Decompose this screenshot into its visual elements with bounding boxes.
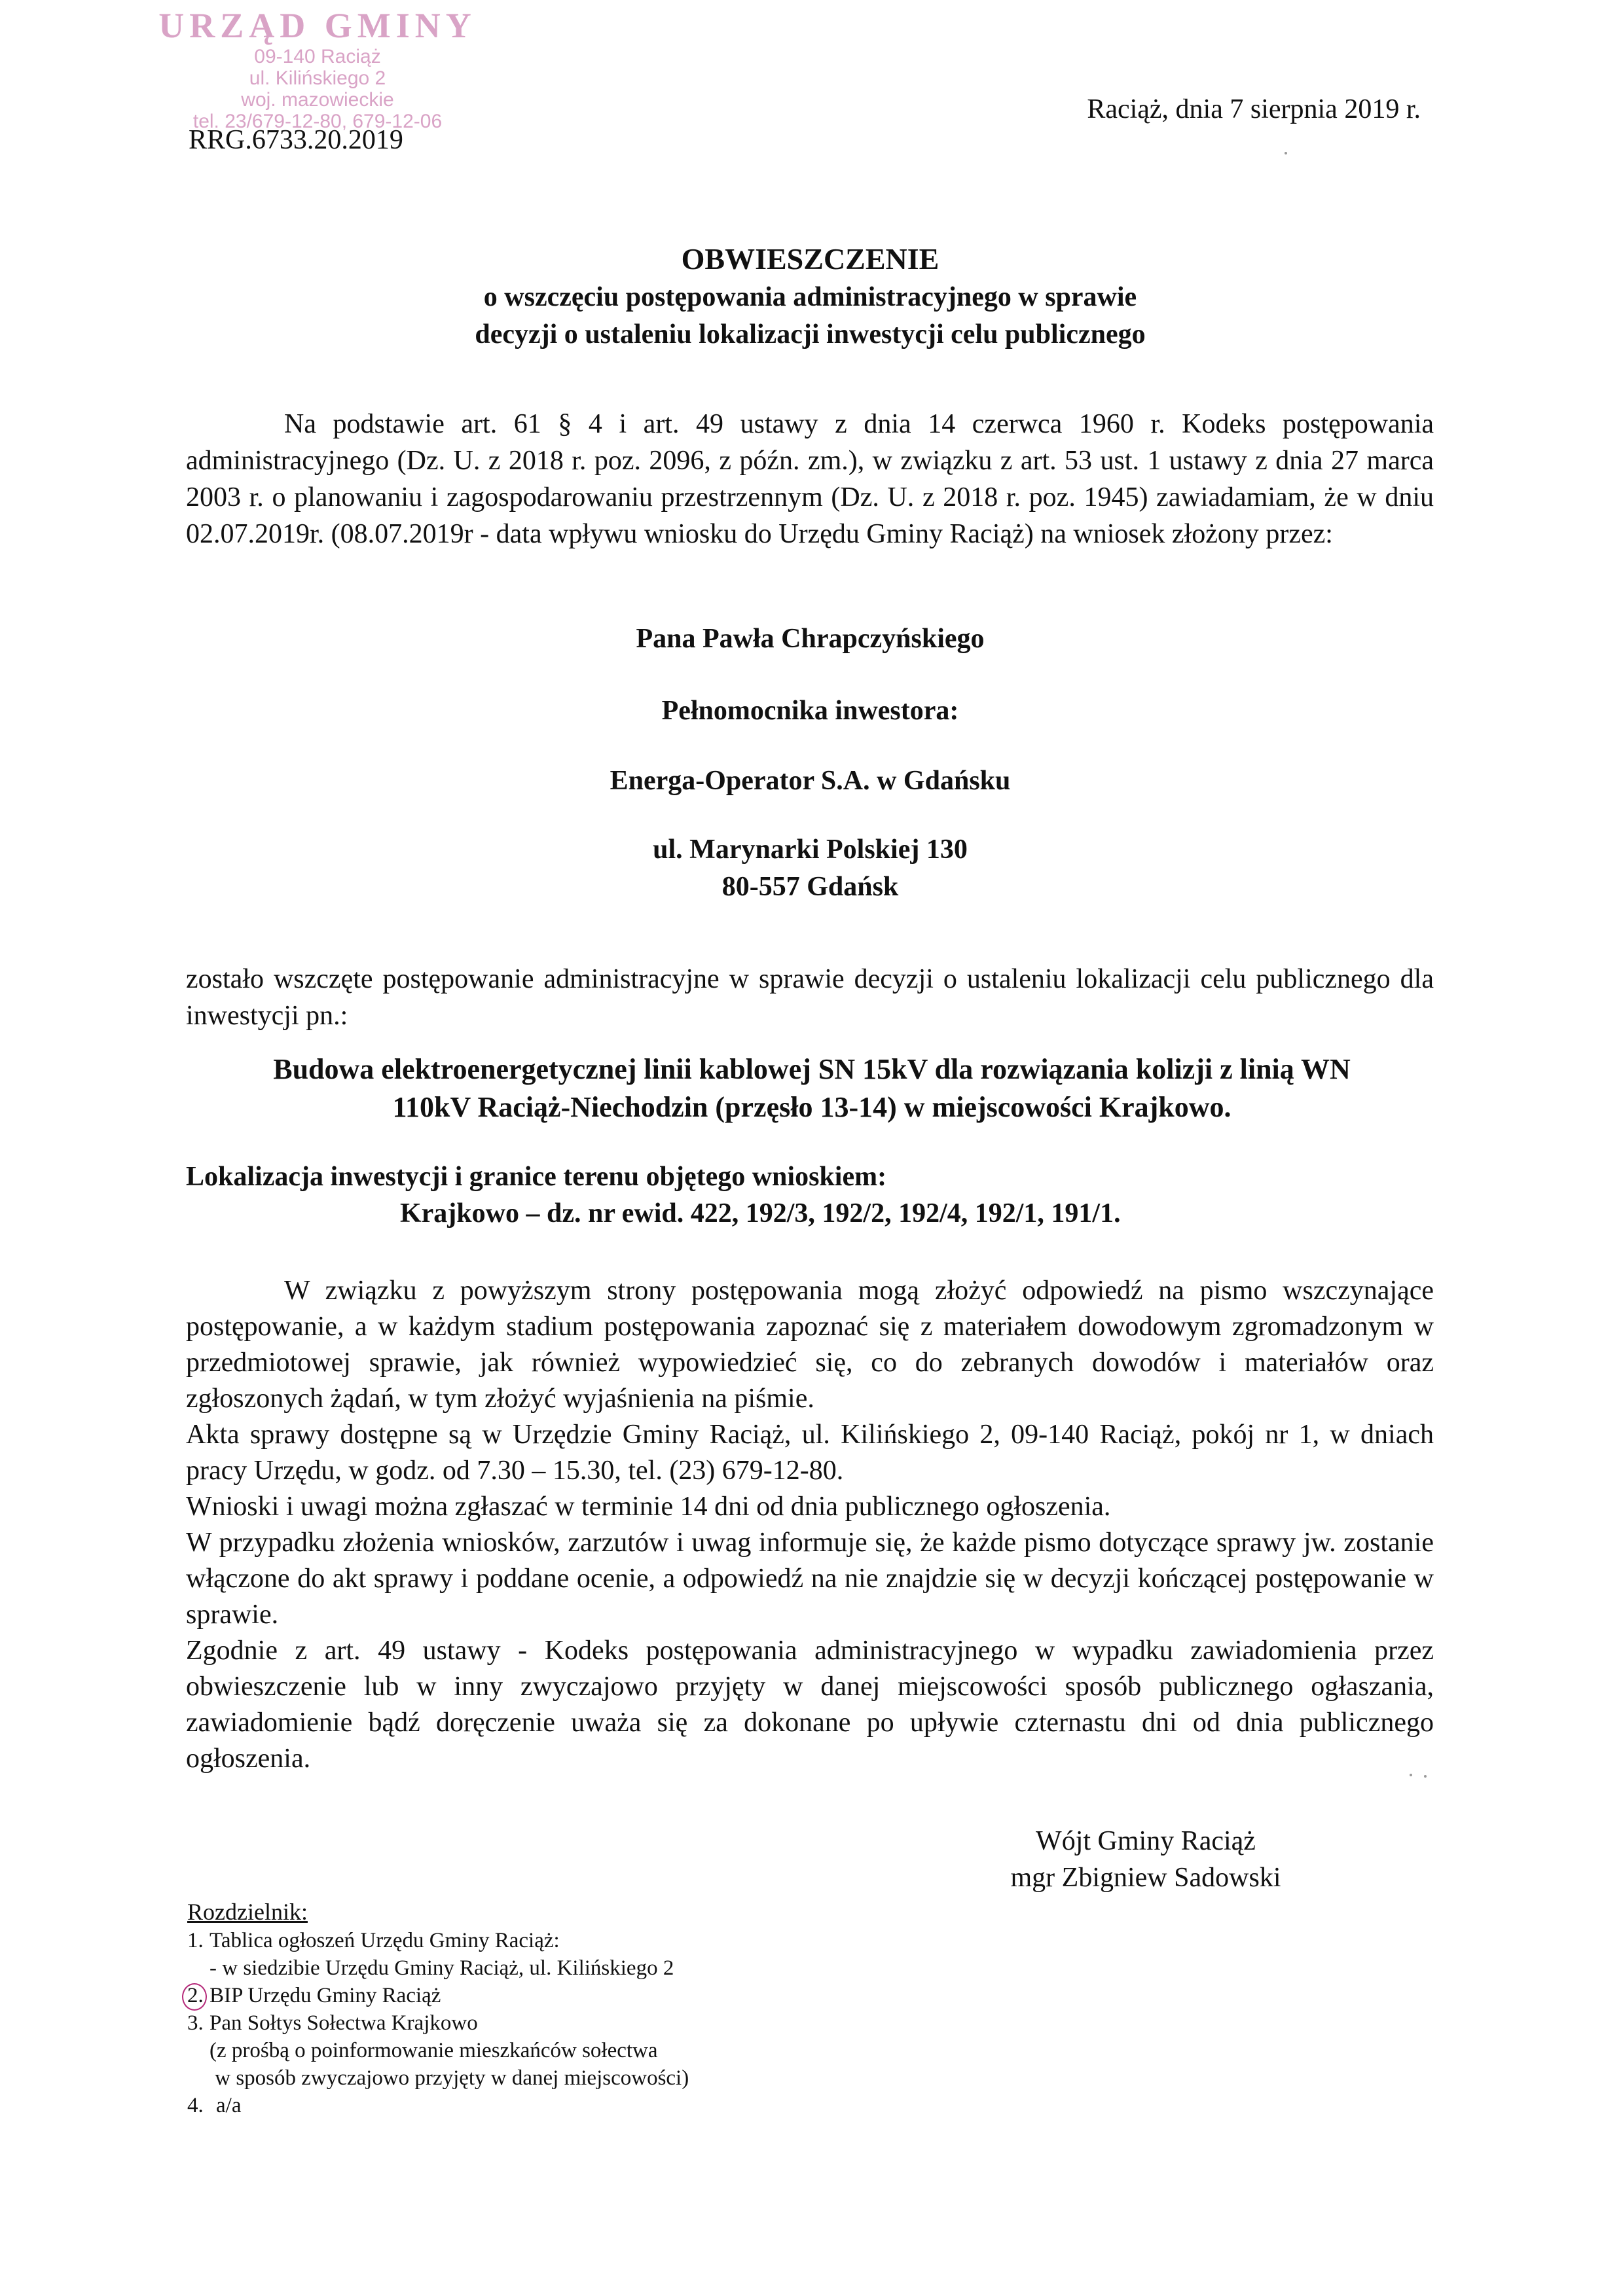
list-item-number [187,1982,210,2009]
stamp-title: URZĄD GMINY [158,6,477,45]
list-item [187,2064,907,2092]
list-item-text: Tablica ogłoszeń Urzędu Gminy Raciąż: [210,1929,560,1952]
document-header [183,240,1437,353]
list-item-text: a/a [216,2094,242,2117]
body-paragraph-deadline: Wnioski i uwagi można zgłaszać w terminie 14 dni od dnia publicznego ogłoszenia. [186,1492,1111,1522]
list-item [187,1954,907,1982]
applicant-street: ul. Marynarki Polskiej 130 [653,834,968,865]
body-paragraph-files: Akta sprawy dostępne są w Urzędzie Gminy Raciąż, ul. Kilińskiego 2, 09-140 Raciąż, pokój nr 1, w dniach pracy Urzędu, w godz. od 7.30 – 15.30, tel. (23) 679-12-80. [186,1420,1434,1486]
initiated-paragraph: zostało wszczęte postępowanie administracyjne w sprawie decyzji o ustaleniu lokalizacji celu publicznego dla inwestycji pn.: [186,964,1434,1031]
stamp-postal: 09-140 Raciąż [254,46,381,67]
list-item [187,2092,907,2119]
distribution-list [187,1897,907,2119]
project-title [118,1050,1506,1126]
stamp-region: woj. mazowieckie [241,89,394,111]
notice-body [186,1273,1434,1777]
distribution-heading: Rozdzielnik: [187,1899,308,1925]
place-and-date: Raciąż, dnia 7 sierpnia 2019 r. [1087,94,1421,124]
body-paragraph-objections: W przypadku złożenia wniosków, zarzutów i uwag informuje się, że każde pismo dotyczące sprawy jw. zostanie włączone do akt sprawy i poddane ocenie, a odpowiedź na nie znajdzie się w decyzji kończącej postępowanie w sprawie. [186,1528,1434,1630]
location-heading: Lokalizacja inwestycji i granice terenu objętego wnioskiem: [186,1162,887,1192]
list-item [187,1927,907,1954]
list-item-number: 1. [187,1929,204,1952]
scan-speck [1424,1775,1427,1778]
applicant-role: Pełnomocnika inwestora: [661,696,959,726]
document-subtitle-line-2: decyzji o ustaleniu lokalizacji inwestycji celu publicznego [475,319,1146,350]
list-item-number-text: 2. [187,1984,204,2007]
list-item-text: (z prośbą o poinformowanie mieszkańców sołectwa [210,2039,658,2062]
applicant-city: 80-557 Gdańsk [721,872,899,902]
project-title-line-1: Budowa elektroenergetycznej linii kablowej SN 15kV dla rozwiązania kolizji z linią WN [273,1053,1351,1085]
applicant-company: Energa-Operator S.A. w Gdańsku [610,766,1011,796]
scan-speck [1285,152,1287,154]
location-block [186,1158,1440,1232]
list-item [187,1982,907,2009]
stamp-street: ul. Kilińskiego 2 [249,67,386,89]
location-parcels: Krajkowo – dz. nr ewid. 422, 192/3, 192/2, 192/4, 192/1, 191/1. [400,1198,1121,1229]
signatory-title: Wójt Gminy Raciąż [1036,1826,1256,1856]
signatory-name: mgr Zbigniew Sadowski [1010,1863,1281,1893]
list-item-text: Pan Sołtys Sołectwa Krajkowo [210,2011,478,2035]
stamp-phone: tel. 23/679-12-80, 679-12-06 [192,111,443,132]
body-paragraph-rights: W związku z powyższym strony postępowania mogą złożyć odpowiedź na pismo wszczynające postępowanie, a w każdym stadium postępowania zapoznać się z materiałem dowodowym zgromadzonym w przedmiotowej sprawie, jak również wypowiedzieć się, co do zebranych dowodów i materiałów oraz zgłoszonych żądań, w tym złożyć wyjaśnienia na piśmie. [186,1276,1434,1414]
list-item [187,2037,907,2064]
signature-block [976,1823,1316,1896]
body-paragraph-legal-basis: Zgodnie z art. 49 ustawy - Kodeks postępowania administracyjnego w wypadku zawiadomienia przez obwieszczenie lub w inny zwyczajowo przyjęty w danej miejscowości sposób publicznego ogłaszania, zawiadomienie bądź doręczenie uważa się za dokonane po upływie czternastu dni od dnia publicznego ogłoszenia. [186,1636,1434,1774]
circle-annotation-icon [182,1983,207,2011]
applicant-name: Pana Pawła Chrapczyńskiego [636,624,985,654]
office-stamp [134,5,501,132]
list-item [187,2009,907,2037]
applicant-address [183,831,1437,906]
list-item-text: BIP Urzędu Gminy Raciąż [210,1984,441,2007]
document-title: OBWIESZCZENIE [681,242,939,276]
document-subtitle-line-1: o wszczęciu postępowania administracyjnego w sprawie [483,282,1137,312]
list-item-number: 3. [187,2011,204,2035]
list-item-text: - w siedzibie Urzędu Gminy Raciąż, ul. Kilińskiego 2 [210,1956,674,1980]
reference-number: RRG.6733.20.2019 [189,125,403,155]
list-item-number: 4. [187,2094,204,2117]
scan-speck [1410,1774,1412,1776]
list-item-text: w sposób zwyczajowo przyjęty w danej miejscowości) [210,2066,689,2090]
intro-paragraph: Na podstawie art. 61 § 4 i art. 49 ustawy z dnia 14 czerwca 1960 r. Kodeks postępowania administracyjnego (Dz. U. z 2018 r. poz. 2096, z późn. zm.), w związku z art. 53 ust. 1 ustawy z dnia 27 marca 2003 r. o planowaniu i zagospodarowaniu przestrzennym (Dz. U. z 2018 r. poz. 1945) zawiadamiam, że w dniu 02.07.2019r. (08.07.2019r - data wpływu wniosku do Urzędu Gminy Raciąż) na wniosek złożony przez: [186,409,1434,549]
project-title-line-2: 110kV Raciąż-Niechodzin (przęsło 13-14) w miejscowości Krajkowo. [392,1091,1231,1123]
